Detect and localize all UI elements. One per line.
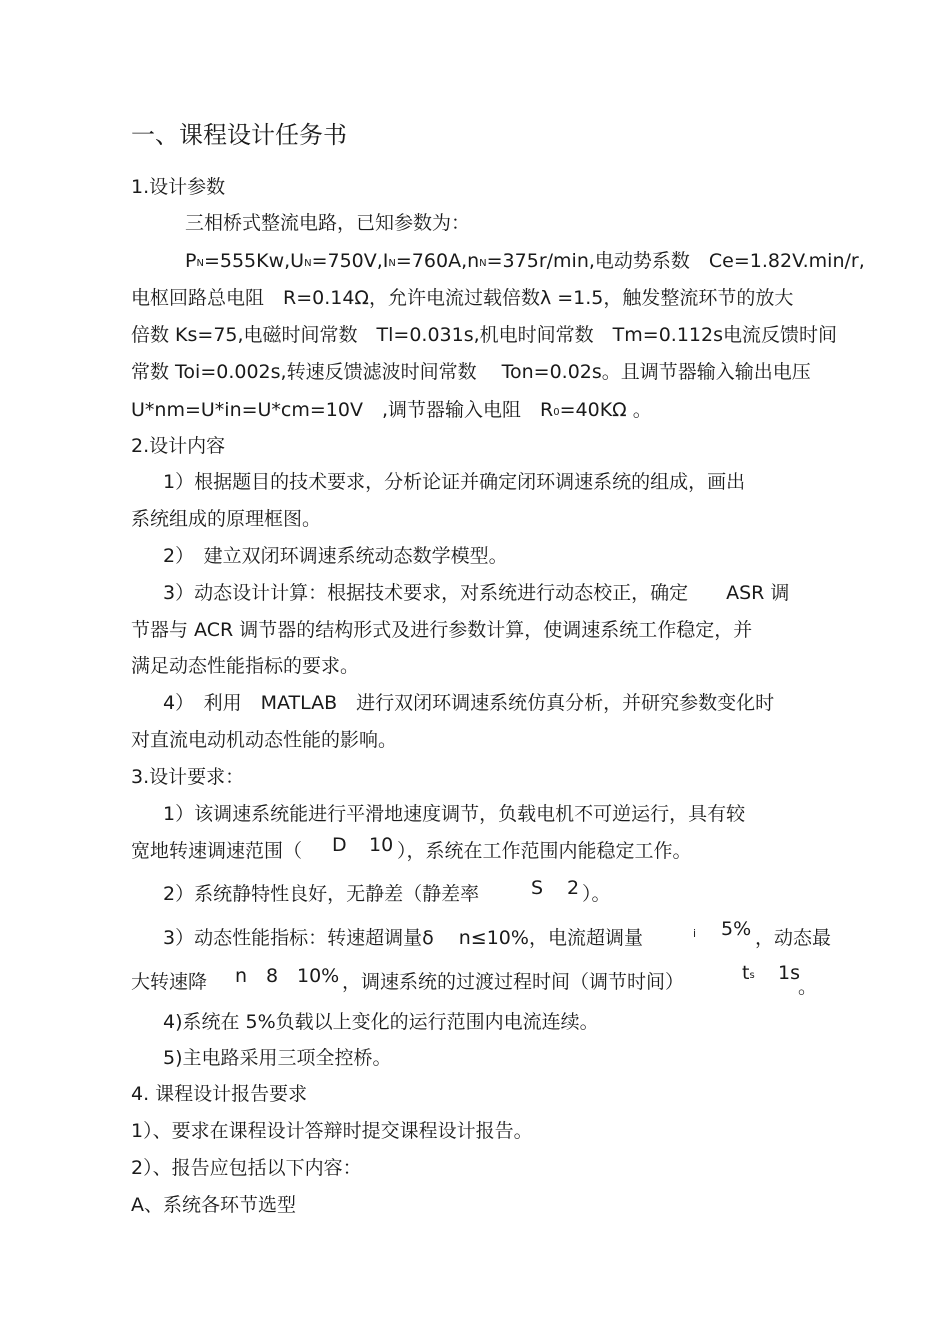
formula-d-symbol: D (332, 834, 347, 856)
section-2-title: 2.设计内容 (131, 435, 226, 457)
content-item-4: 4） 利用 MATLAB 进行双闭环调速系统仿真分析，并研究参数变化时 (163, 692, 775, 714)
req-item-1-cont: 宽地转速调速范围（ (131, 840, 303, 862)
content-item-1: 1）根据题目的技术要求，分析论证并确定闭环调速系统的组成，画出 (163, 471, 746, 493)
content-item-3-cont-2: 满足动态性能指标的要求。 (131, 655, 360, 677)
params-line-2: 电枢回路总电阻 R=0.14Ω，允许电流过载倍数λ =1.5，触发整流环节的放大 (131, 287, 794, 309)
formula-n-percent: 10% (297, 965, 340, 987)
text-fragment: =760A,n (395, 250, 480, 272)
subscript: N (479, 258, 487, 269)
section-4-title: 4. 课程设计报告要求 (131, 1083, 308, 1105)
content-item-4-cont: 对直流电动机动态性能的影响。 (131, 729, 398, 751)
text-fragment: t (742, 962, 750, 984)
req-item-4: 4)系统在 5%负载以上变化的运行范围内电流连续。 (163, 1011, 599, 1033)
formula-s-value: 2 (567, 877, 580, 899)
text-fragment: U*nm=U*in=U*cm=10V ,调节器输入电阻 R (131, 399, 554, 421)
params-line-1 (185, 249, 865, 276)
subscript: 0 (553, 407, 560, 418)
params-intro: 三相桥式整流电路，已知参数为： (185, 212, 471, 234)
subscript: N (196, 258, 204, 269)
report-item-3: A、系统各环节选型 (131, 1194, 296, 1216)
req-item-1: 1）该调速系统能进行平滑地速度调节，负载电机不可逆运行，具有较 (163, 803, 746, 825)
req-item-2-tail: ）。 (582, 883, 611, 905)
text-fragment: =40KΩ 。 (559, 399, 652, 421)
report-item-2: 2）、报告应包括以下内容： (131, 1157, 362, 1179)
req-item-3-end: 。 (798, 976, 818, 998)
formula-s-symbol: S (531, 877, 544, 899)
formula-ts-symbol (742, 961, 755, 988)
report-item-1: 1）、要求在课程设计答辩时提交课程设计报告。 (131, 1120, 533, 1142)
text-fragment: =555Kw,U (203, 250, 305, 272)
text-fragment: P (185, 250, 197, 272)
content-item-3-cont-1: 节器与 ACR 调节器的结构形式及进行参数计算，使调速系统工作稳定，并 (131, 619, 753, 641)
formula-i-subscript: i (693, 927, 697, 940)
formula-n-symbol: n (235, 965, 248, 987)
req-item-1-tail: ），系统在工作范围内能稳定工作。 (397, 840, 692, 862)
params-line-4: 常数 Toi=0.002s,转速反馈滤波时间常数 Ton=0.02s。且调节器输入输出电压 (131, 361, 811, 383)
req-item-3-cont-mid: ，调速系统的过渡过程时间（调节时间） (342, 971, 685, 993)
subscript: N (388, 258, 396, 269)
page-heading: 一、课程设计任务书 (131, 121, 347, 149)
content-item-2: 2） 建立双闭环调速系统动态数学模型。 (163, 545, 508, 567)
req-item-2: 2）系统静特性良好，无静差（静差率 (163, 883, 480, 905)
content-item-3: 3）动态设计计算：根据技术要求，对系统进行动态校正，确定 ASR 调 (163, 582, 790, 604)
section-1-title: 1.设计参数 (131, 176, 226, 198)
formula-ts-value: 1s (778, 962, 800, 984)
section-3-title: 3.设计要求： (131, 766, 245, 788)
req-item-3: 3）动态性能指标：转速超调量δ n≤10%，电流超调量 (163, 927, 643, 949)
formula-d-value: 10 (369, 834, 394, 856)
text-fragment: =750V,I (311, 250, 389, 272)
formula-n-value: 8 (266, 965, 279, 987)
subscript: N (304, 258, 312, 269)
params-line-3: 倍数 Ks=75,电磁时间常数 Tl=0.031s,机电时间常数 Tm=0.112s电流反馈时间 (131, 324, 837, 346)
text-fragment: =375r/min,电动势系数 Ce=1.82V.min/r, (486, 250, 865, 272)
req-item-3-cont: 大转速降 (131, 971, 208, 993)
subscript: s (749, 970, 755, 981)
req-item-3-tail: ，动态最 (755, 927, 832, 949)
params-line-5 (131, 398, 652, 425)
formula-current-overshoot: 5% (721, 918, 752, 940)
req-item-5: 5)主电路采用三项全控桥。 (163, 1047, 392, 1069)
content-item-1-cont: 系统组成的原理框图。 (131, 508, 322, 530)
